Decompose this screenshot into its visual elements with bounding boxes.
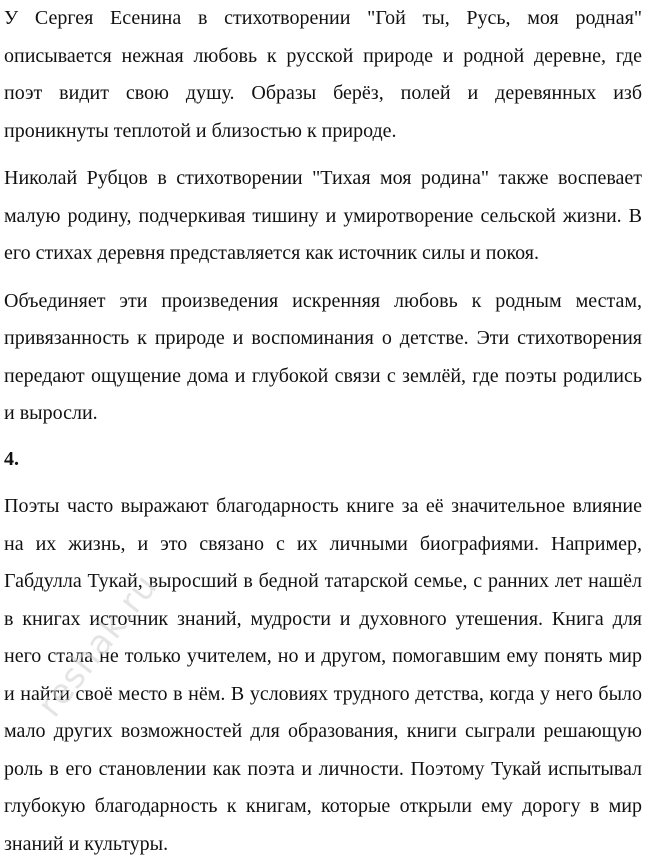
paragraph-rubtsov: Николай Рубцов в стихотворении "Тихая моя родина" также воспевает малую родину, подчеркивая тишину и умиротворение сельской жизни. В его стихах деревня представляется как источник силы и покоя. xyxy=(4,167,642,264)
document-page xyxy=(4,0,642,863)
paragraph-tukay: Поэты часто выражают благодарность книге за её значительное влияние на их жизнь, и это связано с их личными биографиями. Например, Габдулла Тукай, выросший в бедной татарской семье, с ранних лет нашёл в книгах источник знаний, мудрости и духовного утешения. Книга для него стала не только учителем, но и другом, помогавшим ему понять мир и найти своё место в нём. В условиях трудного детства, когда у него было мало других возможностей для образования, книги сыграли решающую роль в его становлении как поэта и личности. Поэтому Тукай испытывал глубокую благодарность к книгам, которые открыли ему дорогу в мир знаний и культуры. xyxy=(4,495,642,855)
paragraph-summary: Объединяет эти произведения искренняя любовь к родным местам, привязанность к природе и воспоминания о детстве. Эти стихотворения передают ощущение дома и глубокой связи с землёй, где поэты родились и выросли. xyxy=(4,289,642,424)
section-heading: 4. xyxy=(4,447,19,470)
paragraph-esenin: У Сергея Есенина в стихотворении "Гой ты, Русь, моя родная" описывается нежная любовь к русской природе и родной деревне, где поэт видит свою душу. Образы берёз, полей и деревянных изб проникнуты теплотой и близостью к природе. xyxy=(4,7,642,142)
watermark-text: reshak.ru xyxy=(30,566,166,725)
